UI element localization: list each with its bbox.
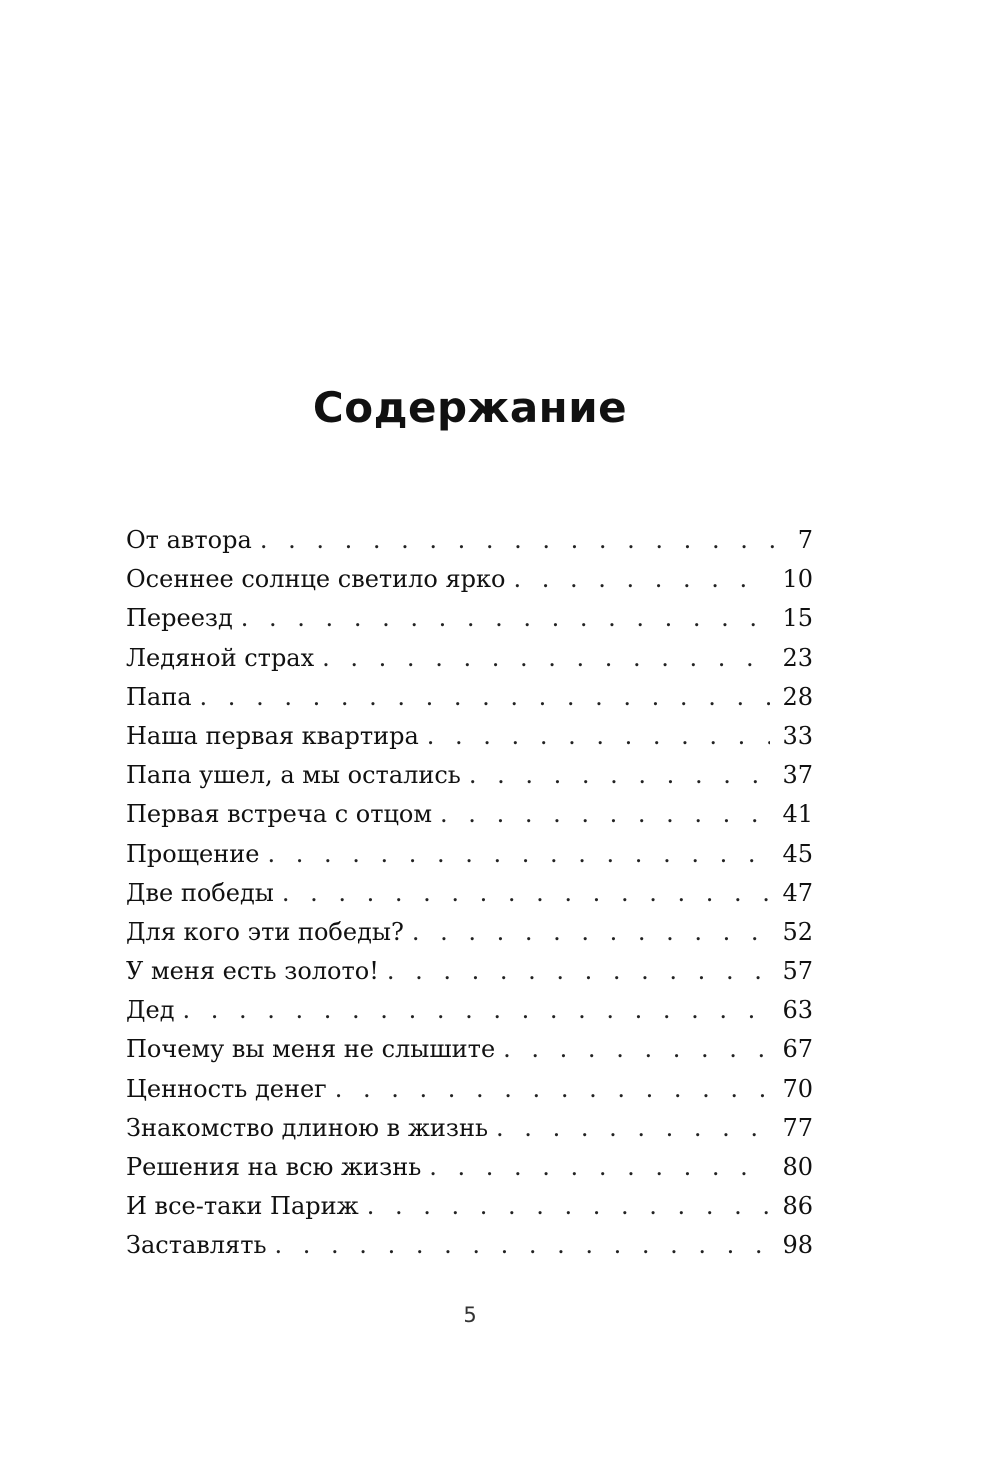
toc-entry	[126, 599, 813, 638]
toc-entry-page: 57	[782, 957, 813, 986]
toc-entry	[126, 717, 813, 756]
toc-entry	[126, 1109, 813, 1148]
toc-entry-title: Первая встреча с отцом	[126, 800, 433, 829]
toc-entry-title: Для кого эти победы?	[126, 917, 404, 946]
dot-leader	[503, 1030, 770, 1069]
toc-entry-page: 23	[782, 643, 813, 672]
toc-entry-page: 80	[782, 1153, 813, 1181]
dot-leader	[183, 991, 771, 1030]
dot-leader	[387, 952, 771, 991]
toc-entry-title: Папа	[126, 682, 192, 711]
toc-entry-page: 37	[782, 761, 813, 790]
dot-leader	[267, 835, 770, 874]
toc-entry-title: Прощение	[126, 839, 260, 868]
dot-leader	[275, 1226, 771, 1265]
toc-entry-title: И все-таки Париж	[126, 1192, 359, 1221]
toc-entry-page: 63	[782, 996, 813, 1025]
toc-entry-title: Наша первая квартира	[126, 721, 419, 750]
toc-entry-title: Переезд	[126, 604, 233, 633]
toc-entry-title: Заставлять	[126, 1231, 267, 1260]
toc-entry-page: 70	[782, 1074, 813, 1103]
toc-entry	[126, 1070, 813, 1109]
toc-entry-page: 77	[782, 1113, 813, 1142]
toc-entry-page: 41	[782, 800, 813, 829]
toc-entry	[126, 1187, 813, 1226]
dot-leader	[496, 1109, 770, 1148]
toc-entry	[126, 952, 813, 991]
toc-entry-title: Знакомство длиною в жизнь	[126, 1113, 489, 1142]
dot-leader	[427, 717, 771, 756]
toc-entry	[126, 874, 813, 913]
toc-entry-title: У меня есть золото!	[126, 957, 379, 986]
toc-entry-title: Папа ушел, а мы остались	[126, 761, 461, 790]
toc-entry-title: Решения на всю жизнь	[126, 1153, 422, 1181]
toc-entry-title: От автора	[126, 526, 252, 554]
toc-entry-page: 15	[782, 604, 813, 633]
toc-entry-page: 10	[782, 565, 813, 594]
toc-entry-title: Ледяной страх	[126, 643, 315, 672]
toc-entry	[126, 521, 813, 560]
dot-leader	[412, 913, 771, 952]
toc-entry-title: Почему вы меня не слышите	[126, 1035, 496, 1064]
page-number: 5	[463, 1303, 477, 1327]
table-of-contents	[126, 521, 813, 1266]
dot-leader	[241, 599, 771, 638]
dot-leader	[335, 1070, 771, 1109]
dot-leader	[429, 1148, 770, 1187]
toc-entry-title: Осеннее солнце светило ярко	[126, 565, 506, 594]
page-title: Содержание	[312, 383, 628, 432]
toc-entry-title: Две победы	[126, 878, 274, 907]
toc-entry-page: 28	[782, 682, 813, 711]
dot-leader	[469, 756, 771, 795]
toc-entry-title: Дед	[126, 996, 175, 1025]
toc-entry	[126, 1148, 813, 1187]
toc-entry-page: 45	[782, 839, 813, 868]
toc-entry-page: 86	[782, 1192, 813, 1221]
toc-entry-page: 67	[782, 1035, 813, 1064]
toc-entry	[126, 560, 813, 599]
toc-entry-page: 52	[782, 917, 813, 946]
toc-entry	[126, 795, 813, 834]
toc-entry	[126, 756, 813, 795]
dot-leader	[367, 1187, 771, 1226]
toc-entry	[126, 991, 813, 1030]
toc-entry	[126, 913, 813, 952]
toc-entry	[126, 1226, 813, 1265]
toc-entry-title: Ценность денег	[126, 1074, 327, 1103]
toc-entry-page: 33	[782, 721, 813, 750]
toc-entry	[126, 835, 813, 874]
toc-entry	[126, 678, 813, 717]
toc-entry-page: 98	[782, 1231, 813, 1260]
toc-entry	[126, 639, 813, 678]
dot-leader	[440, 795, 770, 834]
dot-leader	[513, 560, 770, 599]
dot-leader	[200, 678, 771, 717]
toc-entry-page: 47	[782, 878, 813, 907]
dot-leader	[282, 874, 771, 913]
toc-entry	[126, 1030, 813, 1069]
dot-leader	[322, 639, 770, 678]
dot-leader	[260, 521, 786, 560]
toc-entry-page: 7	[797, 526, 813, 554]
